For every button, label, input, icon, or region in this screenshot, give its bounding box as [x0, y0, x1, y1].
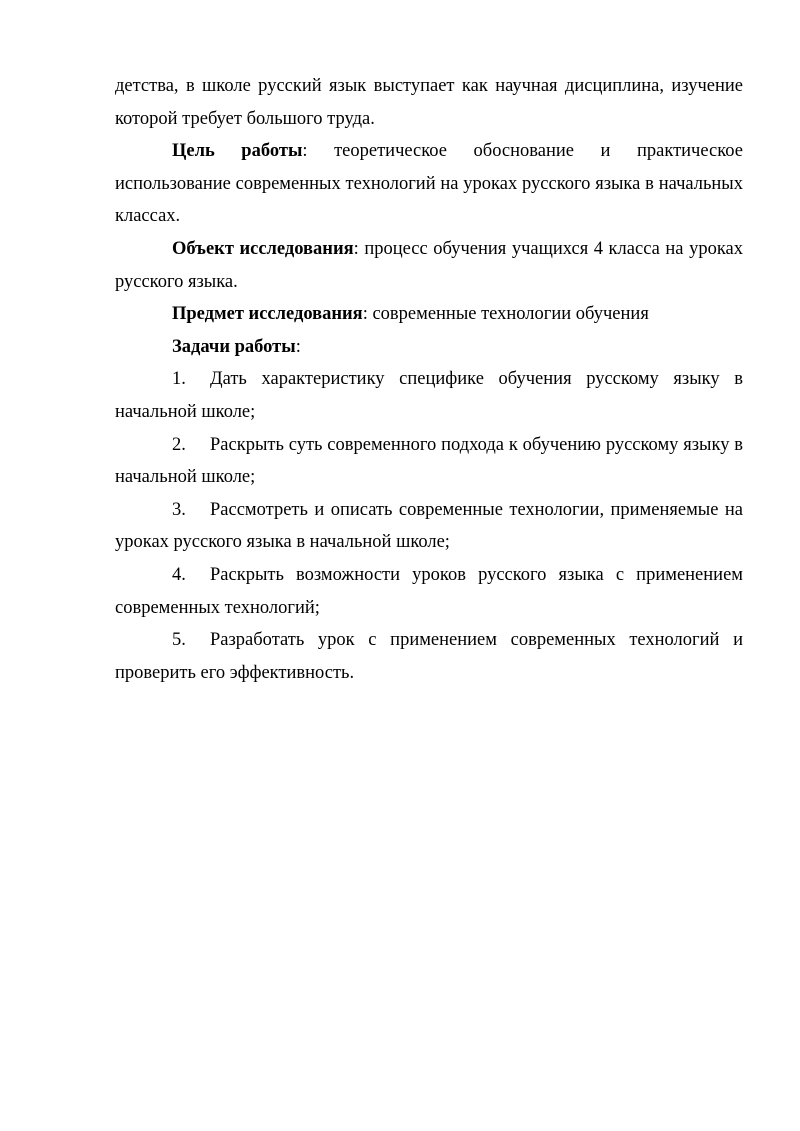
task-number: 4.: [172, 564, 186, 585]
task-item-2: [115, 429, 743, 494]
tasks-heading-label: Задачи работы: [172, 336, 296, 357]
opening-paragraph: [115, 70, 743, 135]
task-number: 5.: [172, 630, 186, 651]
task-item-5: [115, 624, 743, 689]
tasks-heading: [115, 331, 743, 364]
task-text: Разработать урок с применением современных технологий и проверить его эффективность.: [115, 630, 743, 683]
goal-paragraph: [115, 135, 743, 233]
document-page: [115, 70, 743, 689]
task-item-3: [115, 494, 743, 559]
object-paragraph: [115, 233, 743, 298]
task-text: Дать характеристику специфике обучения русскому языку в начальной школе;: [115, 369, 743, 422]
task-number: 3.: [172, 499, 186, 520]
subject-label: Предмет исследования: [172, 304, 363, 325]
subject-paragraph: [115, 298, 743, 331]
opening-paragraph-text: детства, в школе русский язык выступает как научная дисциплина, изучение которой требует большого труда.: [115, 76, 743, 129]
tasks-heading-colon: :: [295, 336, 301, 357]
task-item-1: [115, 363, 743, 428]
goal-text: : теоретическое обоснование и практическое использование современных технологий на уроках русского языка в начальных классах.: [115, 141, 743, 227]
goal-label: Цель работы: [172, 141, 303, 162]
subject-text: : современные технологии обучения: [362, 304, 649, 325]
task-text: Рассмотреть и описать современные технологии, применяемые на уроках русского языка в начальной школе;: [115, 499, 743, 553]
task-item-4: [115, 559, 743, 624]
task-text: Раскрыть суть современного подхода к обучению русскому языку в начальной школе;: [115, 434, 743, 488]
object-text: : процесс обучения учащихся 4 класса на уроках русского языка.: [115, 238, 743, 292]
task-text: Раскрыть возможности уроков русского языка с применением современных технологий;: [115, 564, 743, 618]
task-number: 2.: [172, 434, 186, 455]
task-number: 1.: [172, 369, 186, 390]
object-label: Объект исследования: [172, 238, 354, 259]
